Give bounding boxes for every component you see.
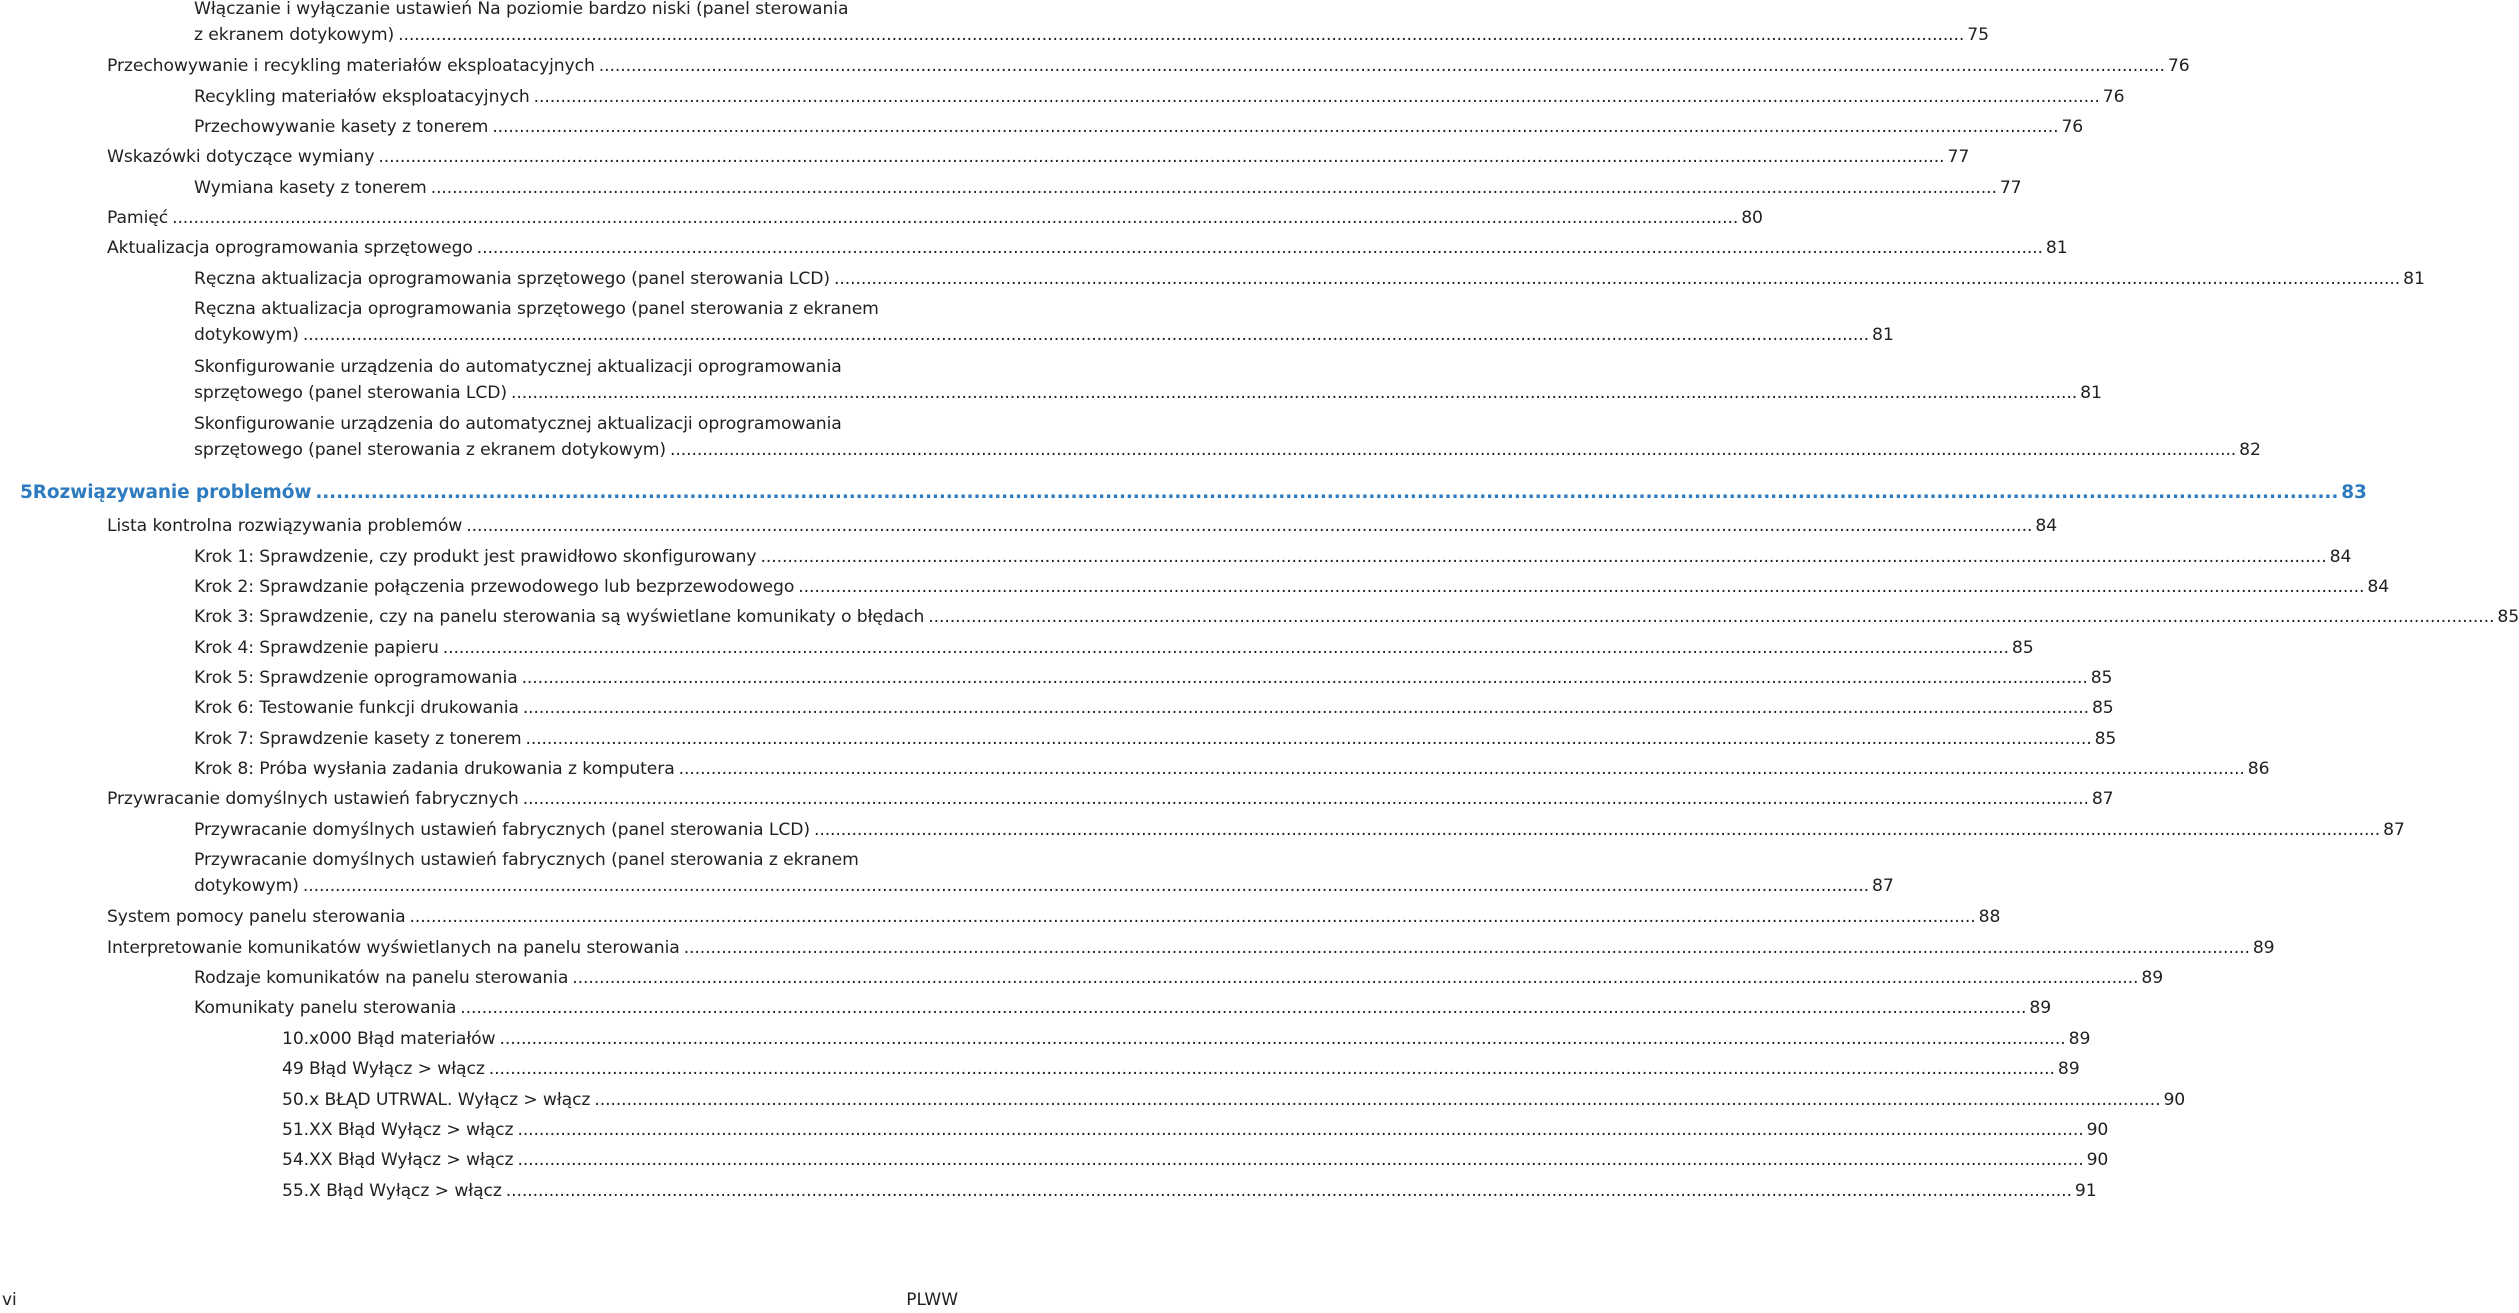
toc-page-number: 89 bbox=[2068, 1028, 2091, 1049]
toc-entry-first-line: Skonfigurowanie urządzenia do automatycznej aktualizacji oprogramowania bbox=[194, 413, 842, 434]
toc-entry-title: System pomocy panelu sterowania bbox=[107, 907, 406, 928]
toc-entry[interactable] bbox=[107, 935, 2275, 961]
toc-entry-title: dotykowym) bbox=[194, 876, 299, 897]
toc-entry-title: Interpretowanie komunikatów wyświetlanych na panelu sterowania bbox=[107, 937, 680, 958]
toc-page-number: 85 bbox=[2011, 637, 2034, 658]
toc-page-number: 85 bbox=[2497, 607, 2519, 628]
toc-entry-title: 51.XX Błąd Wyłącz > włącz bbox=[282, 1119, 514, 1140]
toc-entry-title: Rozwiązywanie problemów bbox=[32, 481, 312, 503]
toc-page-number: 83 bbox=[2341, 481, 2367, 503]
dot-leader bbox=[507, 380, 2080, 406]
toc-entry-title: Pamięć bbox=[107, 208, 169, 229]
toc-entry[interactable] bbox=[194, 817, 2405, 843]
dot-leader bbox=[495, 1026, 2068, 1052]
toc-entry[interactable] bbox=[107, 904, 2001, 930]
toc-entry-title: Recykling materiałów eksploatacyjnych bbox=[194, 86, 530, 107]
toc-entry[interactable] bbox=[194, 175, 2022, 201]
toc-page-number: 85 bbox=[2094, 728, 2117, 749]
toc-page-number: 89 bbox=[2141, 968, 2164, 989]
toc-entry-title: Komunikaty panelu sterowania bbox=[194, 998, 457, 1019]
toc-entry[interactable] bbox=[282, 1056, 2080, 1082]
toc-entry-title: 50.x BŁĄD UTRWAL. Wyłącz > włącz bbox=[282, 1089, 591, 1110]
toc-page-number: 88 bbox=[1978, 907, 2001, 928]
dot-leader bbox=[485, 1056, 2058, 1082]
dot-leader bbox=[299, 873, 1872, 899]
toc-page-number: 81 bbox=[2080, 382, 2102, 403]
dot-leader bbox=[568, 965, 2141, 991]
toc-page-number: 76 bbox=[2102, 86, 2125, 107]
toc-entry-first-line: Ręczna aktualizacja oprogramowania sprzętowego (panel sterowania z ekranem bbox=[194, 299, 879, 320]
toc-page-number: 76 bbox=[2061, 117, 2084, 138]
toc-entry[interactable] bbox=[194, 695, 2114, 721]
toc-entry-title: Krok 4: Sprawdzenie papieru bbox=[194, 637, 439, 658]
toc-entry[interactable] bbox=[107, 513, 2058, 539]
toc-entry-title: sprzętowego (panel sterowania LCD) bbox=[194, 382, 507, 403]
dot-leader bbox=[810, 817, 2383, 843]
toc-chapter[interactable] bbox=[20, 480, 2367, 506]
toc-page-number: 75 bbox=[1967, 25, 1989, 45]
toc-page-number: 90 bbox=[2086, 1119, 2109, 1140]
toc-entry[interactable] bbox=[194, 354, 2102, 406]
toc-entry[interactable] bbox=[194, 411, 2261, 463]
toc-page-number: 84 bbox=[2035, 516, 2058, 537]
dot-leader bbox=[666, 437, 2239, 463]
dot-leader bbox=[439, 635, 2012, 661]
toc-entry-title: Rodzaje komunikatów na panelu sterowania bbox=[194, 968, 569, 989]
dot-leader bbox=[830, 266, 2403, 292]
toc-page-number: 76 bbox=[2167, 56, 2190, 77]
toc-entry[interactable] bbox=[194, 756, 2270, 782]
toc-entry-title: Ręczna aktualizacja oprogramowania sprzętowego (panel sterowania LCD) bbox=[194, 268, 831, 289]
toc-entry[interactable] bbox=[194, 635, 2034, 661]
toc-entry-title: dotykowym) bbox=[194, 325, 299, 346]
toc-page-number: 85 bbox=[2091, 698, 2114, 719]
toc-entry-title: Lista kontrolna rozwiązywania problemów bbox=[107, 516, 463, 537]
dot-leader bbox=[519, 786, 2092, 812]
toc-page-number: 77 bbox=[1947, 147, 1970, 168]
toc-page-number: 81 bbox=[1872, 325, 1894, 346]
toc-page-number: 89 bbox=[2252, 937, 2275, 958]
dot-leader bbox=[924, 604, 2497, 630]
toc-page-number: 87 bbox=[2091, 789, 2114, 810]
toc-entry[interactable] bbox=[107, 53, 2190, 79]
dot-leader bbox=[462, 513, 2035, 539]
toc-page-number: 86 bbox=[2247, 759, 2270, 779]
dot-leader bbox=[530, 84, 2103, 110]
dot-leader bbox=[502, 1178, 2075, 1204]
toc-entry[interactable] bbox=[194, 665, 2113, 691]
toc-entry[interactable] bbox=[194, 266, 2425, 292]
toc-page-number: 89 bbox=[2029, 998, 2052, 1019]
toc-entry-title: Przywracanie domyślnych ustawień fabrycznych bbox=[107, 789, 519, 810]
toc-page-number: 84 bbox=[2367, 576, 2390, 597]
toc-entry-title: Wymiana kasety z tonerem bbox=[194, 177, 427, 198]
toc-entry-title: Krok 3: Sprawdzenie, czy na panelu sterowania są wyświetlane komunikaty o błędach bbox=[194, 607, 925, 628]
toc-page-number: 87 bbox=[1872, 876, 1894, 897]
toc-entry[interactable] bbox=[194, 847, 1894, 899]
dot-leader bbox=[757, 544, 2330, 570]
toc-entry-title: Przywracanie domyślnych ustawień fabrycznych (panel sterowania LCD) bbox=[194, 819, 810, 840]
toc-entry[interactable] bbox=[282, 1147, 2109, 1173]
dot-leader bbox=[473, 235, 2046, 261]
toc-entry-title: Aktualizacja oprogramowania sprzętowego bbox=[107, 238, 473, 259]
toc-entry-title: 10.x000 Błąd materiałów bbox=[282, 1028, 496, 1049]
dot-leader bbox=[513, 1117, 2086, 1143]
toc-entry[interactable] bbox=[282, 1087, 2186, 1113]
toc-entry-title: 54.XX Błąd Wyłącz > włącz bbox=[282, 1150, 514, 1171]
toc-entry[interactable] bbox=[282, 1117, 2109, 1143]
dot-leader bbox=[513, 1147, 2086, 1173]
toc-entry[interactable] bbox=[194, 0, 1989, 48]
toc-page-number: 91 bbox=[2074, 1180, 2097, 1201]
toc-entry[interactable] bbox=[194, 726, 2117, 752]
toc-page-number: 82 bbox=[2239, 439, 2261, 460]
toc-entry-title: Krok 7: Sprawdzenie kasety z tonerem bbox=[194, 728, 522, 749]
toc-page-number: 84 bbox=[2329, 546, 2352, 567]
dot-leader bbox=[394, 22, 1967, 48]
dot-leader bbox=[675, 756, 2248, 782]
dot-leader bbox=[299, 322, 1872, 348]
toc-entry[interactable] bbox=[194, 965, 2164, 991]
dot-leader bbox=[518, 665, 2091, 691]
toc-page-number: 81 bbox=[2403, 268, 2425, 289]
toc-page-number: 87 bbox=[2383, 819, 2405, 840]
toc-entry-title: Przechowywanie kasety z tonerem bbox=[194, 117, 489, 138]
toc-entry[interactable] bbox=[194, 296, 1894, 348]
chapter-number: 5 bbox=[20, 481, 33, 503]
dot-leader bbox=[374, 144, 1947, 170]
toc-entry-title: Wskazówki dotyczące wymiany bbox=[107, 147, 375, 168]
dot-leader bbox=[519, 695, 2092, 721]
toc-entry-title: Przechowywanie i recykling materiałów eksploatacyjnych bbox=[107, 56, 595, 77]
toc-entry[interactable] bbox=[282, 1026, 2091, 1052]
dot-leader bbox=[590, 1087, 2163, 1113]
toc-entry-title: Krok 5: Sprawdzenie oprogramowania bbox=[194, 667, 518, 688]
dot-leader bbox=[311, 480, 2341, 506]
toc-entry-title: Krok 6: Testowanie funkcji drukowania bbox=[194, 698, 519, 719]
toc-entry[interactable] bbox=[194, 995, 2052, 1021]
toc-entry-title: 55.X Błąd Wyłącz > włącz bbox=[282, 1180, 502, 1201]
toc-entry[interactable] bbox=[107, 205, 1763, 231]
toc-entry-title: Krok 8: Próba wysłania zadania drukowania z komputera bbox=[194, 759, 675, 779]
dot-leader bbox=[168, 205, 1741, 231]
dot-leader bbox=[521, 726, 2094, 752]
toc-entry-first-line: Skonfigurowanie urządzenia do automatycznej aktualizacji oprogramowania bbox=[194, 356, 842, 377]
dot-leader bbox=[427, 175, 2000, 201]
toc-entry[interactable] bbox=[107, 144, 1970, 170]
dot-leader bbox=[456, 995, 2029, 1021]
toc-entry-title: Krok 2: Sprawdzanie połączenia przewodowego lub bezprzewodowego bbox=[194, 576, 795, 597]
toc-entry-first-line: Włączanie i wyłączanie ustawień Na poziomie bardzo niski (panel sterowania bbox=[194, 0, 849, 19]
toc-entry[interactable] bbox=[194, 84, 2125, 110]
toc-page-number: 90 bbox=[2086, 1150, 2109, 1171]
dot-leader bbox=[406, 904, 1979, 930]
toc-entry-title: 49 Błąd Wyłącz > włącz bbox=[282, 1059, 485, 1080]
toc-page-number: 80 bbox=[1741, 208, 1763, 229]
toc-entry[interactable] bbox=[107, 235, 2068, 261]
page-number: vi bbox=[2, 1290, 17, 1310]
document-code: PLWW bbox=[906, 1290, 958, 1310]
toc-entry[interactable] bbox=[194, 604, 2519, 630]
toc-entry[interactable] bbox=[194, 574, 2390, 600]
dot-leader bbox=[488, 114, 2061, 140]
toc-page-number: 90 bbox=[2163, 1089, 2186, 1110]
toc-entry-title: Krok 1: Sprawdzenie, czy produkt jest prawidłowo skonfigurowany bbox=[194, 546, 757, 567]
toc-entry[interactable] bbox=[194, 114, 2084, 140]
dot-leader bbox=[680, 935, 2253, 961]
dot-leader bbox=[595, 53, 2168, 79]
toc-page-number: 81 bbox=[2045, 238, 2068, 259]
toc-entry-first-line: Przywracanie domyślnych ustawień fabrycznych (panel sterowania z ekranem bbox=[194, 850, 859, 871]
toc-entry-title: z ekranem dotykowym) bbox=[194, 25, 395, 45]
dot-leader bbox=[794, 574, 2367, 600]
toc-entry[interactable] bbox=[194, 544, 2352, 570]
toc-entry[interactable] bbox=[107, 786, 2114, 812]
toc-page-number: 77 bbox=[1999, 177, 2022, 198]
toc-entry[interactable] bbox=[282, 1178, 2097, 1204]
toc-page-number: 85 bbox=[2090, 667, 2113, 688]
toc-entry-title: sprzętowego (panel sterowania z ekranem dotykowym) bbox=[194, 439, 667, 460]
toc-page-number: 89 bbox=[2057, 1059, 2080, 1080]
